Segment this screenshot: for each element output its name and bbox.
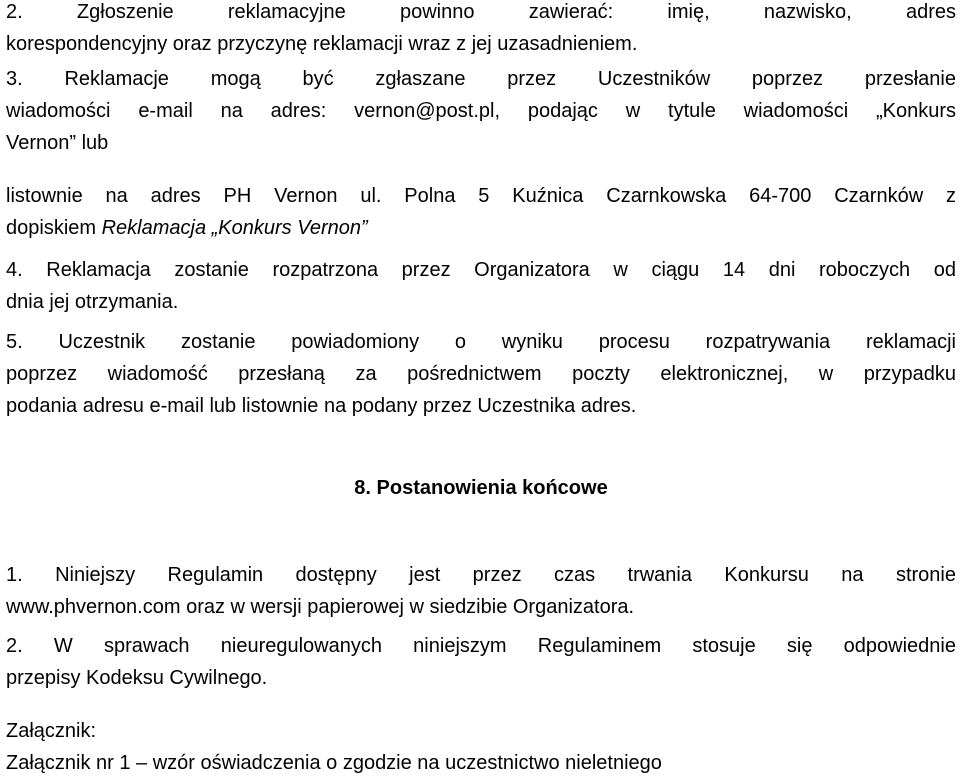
- paragraph-3b-line-2-plain: dopiskiem: [6, 217, 102, 239]
- paragraph-2-line-2: korespondencyjny oraz przyczynę reklamacji wraz z jej uzasadnieniem.: [6, 33, 638, 55]
- paragraph-5-line-3: podania adresu e-mail lub listownie na podany przez Uczestnika adres.: [6, 395, 637, 417]
- paragraph-3-continued: [6, 180, 956, 244]
- paragraph-5-line-2: poprzez wiadomość przesłaną za pośrednictwem poczty elektronicznej, w przypadku: [6, 363, 956, 385]
- attachments-label: Załącznik:: [6, 720, 97, 742]
- paragraph-3-line-3: Vernon” lub: [6, 132, 109, 154]
- section-8-paragraph-2-line-1: 2. W sprawach nieuregulowanych niniejszym Regulaminem stosuje się odpowiednie: [6, 635, 956, 657]
- section-8-paragraph-1: [6, 559, 956, 623]
- section-8-paragraph-1-line-1: 1. Niniejszy Regulamin dostępny jest przez czas trwania Konkursu na stronie: [6, 564, 956, 586]
- paragraph-3b-line-1: listownie na adres PH Vernon ul. Polna 5 Kuźnica Czarnkowska 64-700 Czarnków z: [6, 185, 956, 207]
- paragraph-4-line-1: 4. Reklamacja zostanie rozpatrzona przez Organizatora w ciągu 14 dni roboczych od: [6, 259, 956, 281]
- paragraph-4: [6, 254, 956, 318]
- section-8-heading: 8. Postanowienia końcowe: [354, 477, 608, 499]
- section-8-paragraph-1-line-2: www.phvernon.com oraz w wersji papierowej w siedzibie Organizatora.: [6, 596, 635, 618]
- paragraph-3-line-1: 3. Reklamacje mogą być zgłaszane przez Uczestników poprzez przesłanie: [6, 68, 956, 90]
- paragraph-4-line-2: dnia jej otrzymania.: [6, 291, 179, 313]
- paragraph-3-line-2: wiadomości e-mail na adres: vernon@post.pl, podając w tytule wiadomości „Konkurs: [6, 100, 956, 122]
- attachment-item-1: Załącznik nr 1 – wzór oświadczenia o zgodzie na uczestnictwo nieletniego: [6, 752, 662, 774]
- section-8-paragraph-2-line-2: przepisy Kodeksu Cywilnego.: [6, 667, 268, 689]
- paragraph-3: [6, 63, 956, 159]
- paragraph-2: [6, 0, 956, 60]
- paragraph-3b-line-2: [6, 212, 956, 244]
- attachments: [6, 715, 956, 779]
- paragraph-5: [6, 326, 956, 422]
- paragraph-2-line-1: 2. Zgłoszenie reklamacyjne powinno zawierać: imię, nazwisko, adres: [6, 1, 956, 23]
- section-8-paragraph-2: [6, 630, 956, 694]
- paragraph-5-line-1: 5. Uczestnik zostanie powiadomiony o wyniku procesu rozpatrywania reklamacji: [6, 331, 956, 353]
- paragraph-3b-line-2-italic: Reklamacja „Konkurs Vernon”: [101, 217, 368, 239]
